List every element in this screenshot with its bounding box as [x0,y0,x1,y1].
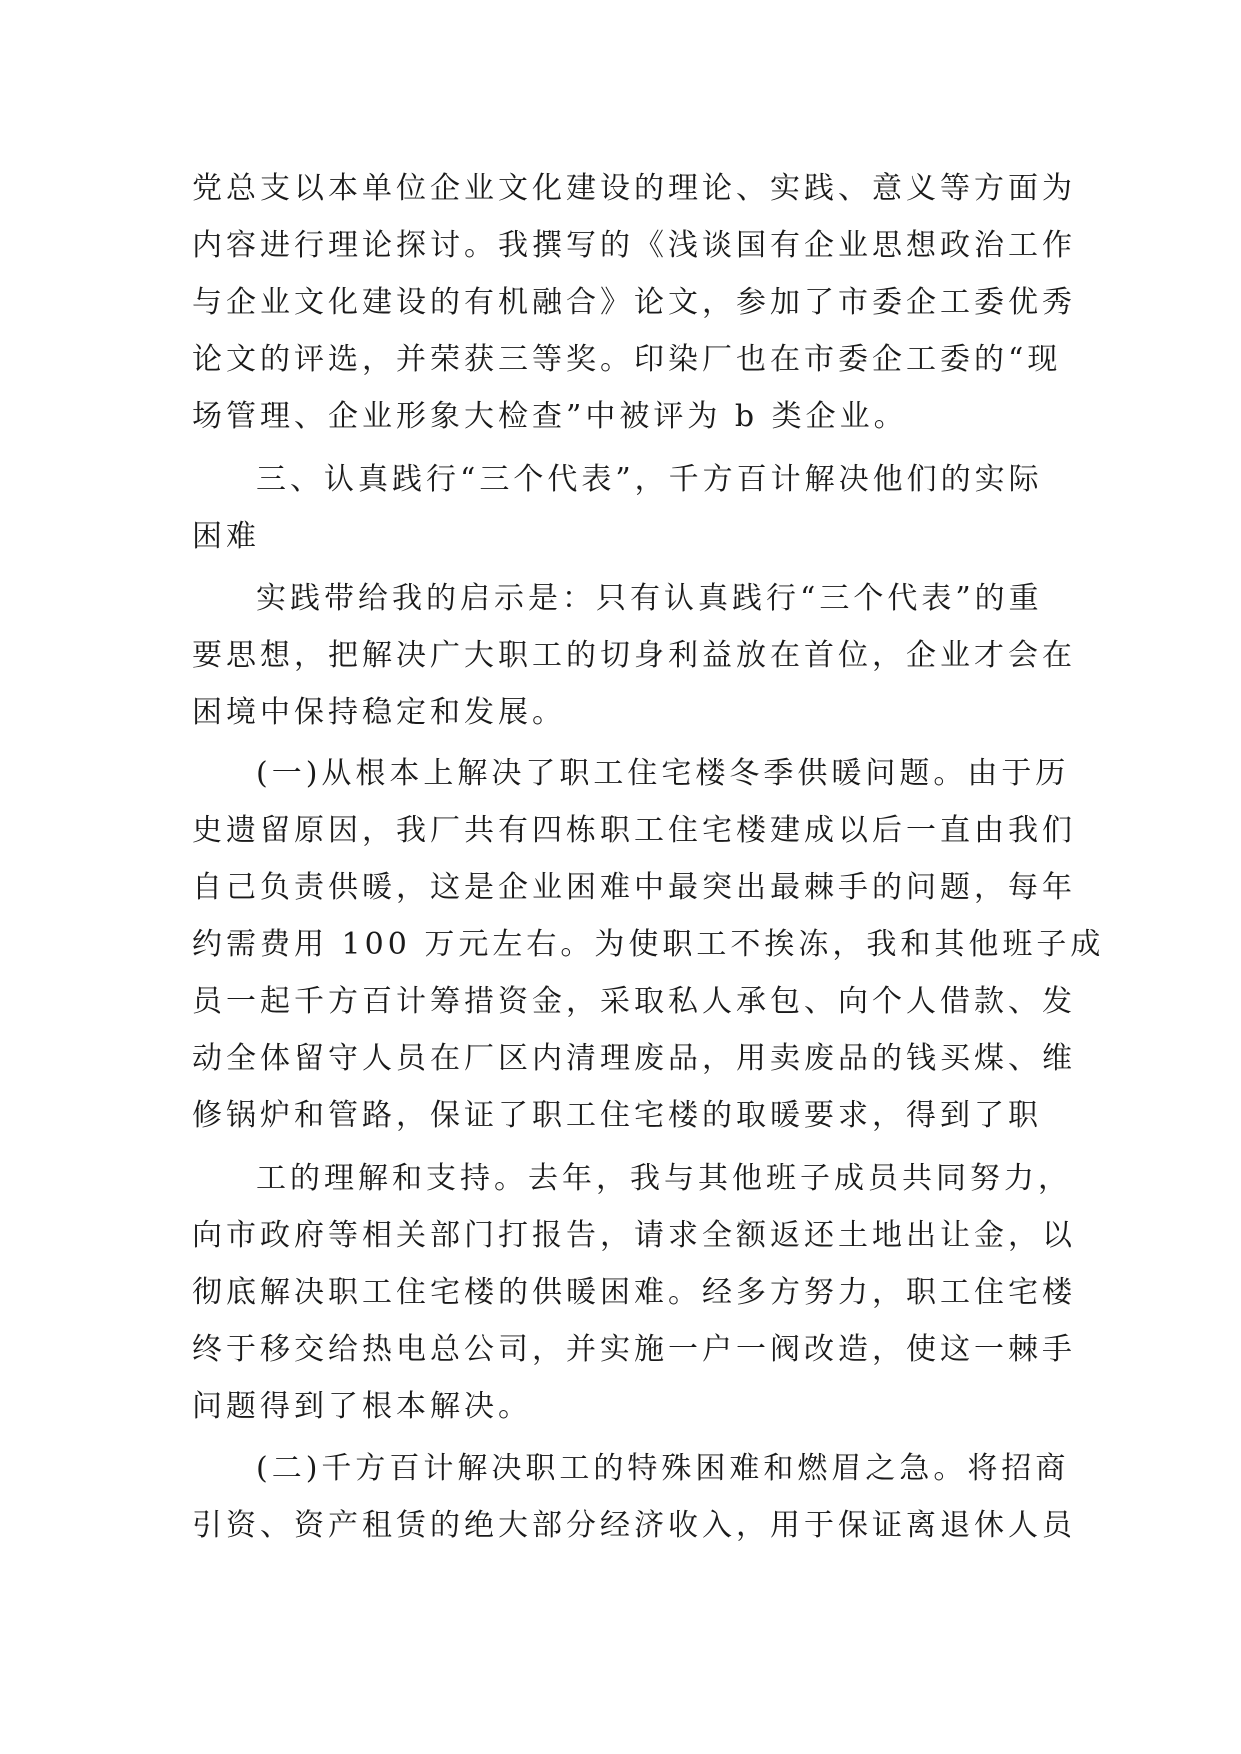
text-line: 论文的评选，并荣获三等奖。印染厂也在市委企工委的“现 [192,342,1062,377]
text-line: 要思想，把解决广大职工的切身利益放在首位，企业才会在 [192,638,1076,673]
text-line: 员一起千方百计筹措资金，采取私人承包、向个人借款、发 [192,984,1076,1019]
text-line: 实践带给我的启示是：只有认真践行“三个代表”的重 [256,581,1043,616]
text-line: 史遗留原因，我厂共有四栋职工住宅楼建成以后一直由我们 [192,813,1076,848]
section-heading-line: 三、认真践行“三个代表”，千方百计解决他们的实际 [256,462,1043,497]
text-line: 向市政府等相关部门打报告，请求全额返还土地出让金，以 [192,1218,1076,1253]
text-line: 党总支以本单位企业文化建设的理论、实践、意义等方面为 [192,171,1076,206]
text-line: 引资、资产租赁的绝大部分经济收入，用于保证离退休人员 [192,1508,1076,1543]
subsection-line: (二)千方百计解决职工的特殊困难和燃眉之急。将招商 [256,1451,1070,1486]
text-line: 终于移交给热电总公司，并实施一户一阀改造，使这一棘手 [192,1332,1076,1367]
text-line: 彻底解决职工住宅楼的供暖困难。经多方努力，职工住宅楼 [192,1275,1076,1310]
subsection-line: (一)从根本上解决了职工住宅楼冬季供暖问题。由于历 [256,756,1070,791]
text-line: 内容进行理论探讨。我撰写的《浅谈国有企业思想政治工作 [192,228,1076,263]
text-line: 场管理、企业形象大检查”中被评为 b 类企业。 [192,399,908,434]
text-line: 工的理解和支持。去年，我与其他班子成员共同努力， [256,1161,1072,1196]
section-heading-line: 困难 [192,519,260,554]
text-line: 修锅炉和管路，保证了职工住宅楼的取暖要求，得到了职 [192,1098,1042,1133]
text-line: 自己负责供暖，这是企业困难中最突出最棘手的问题，每年 [192,870,1076,905]
text-line: 问题得到了根本解决。 [192,1389,532,1424]
text-line: 困境中保持稳定和发展。 [192,695,566,730]
text-line: 与企业文化建设的有机融合》论文，参加了市委企工委优秀 [192,285,1076,320]
text-line: 动全体留守人员在厂区内清理废品，用卖废品的钱买煤、维 [192,1041,1076,1076]
text-line: 约需费用 100 万元左右。为使职工不挨冻，我和其他班子成 [192,927,1105,962]
